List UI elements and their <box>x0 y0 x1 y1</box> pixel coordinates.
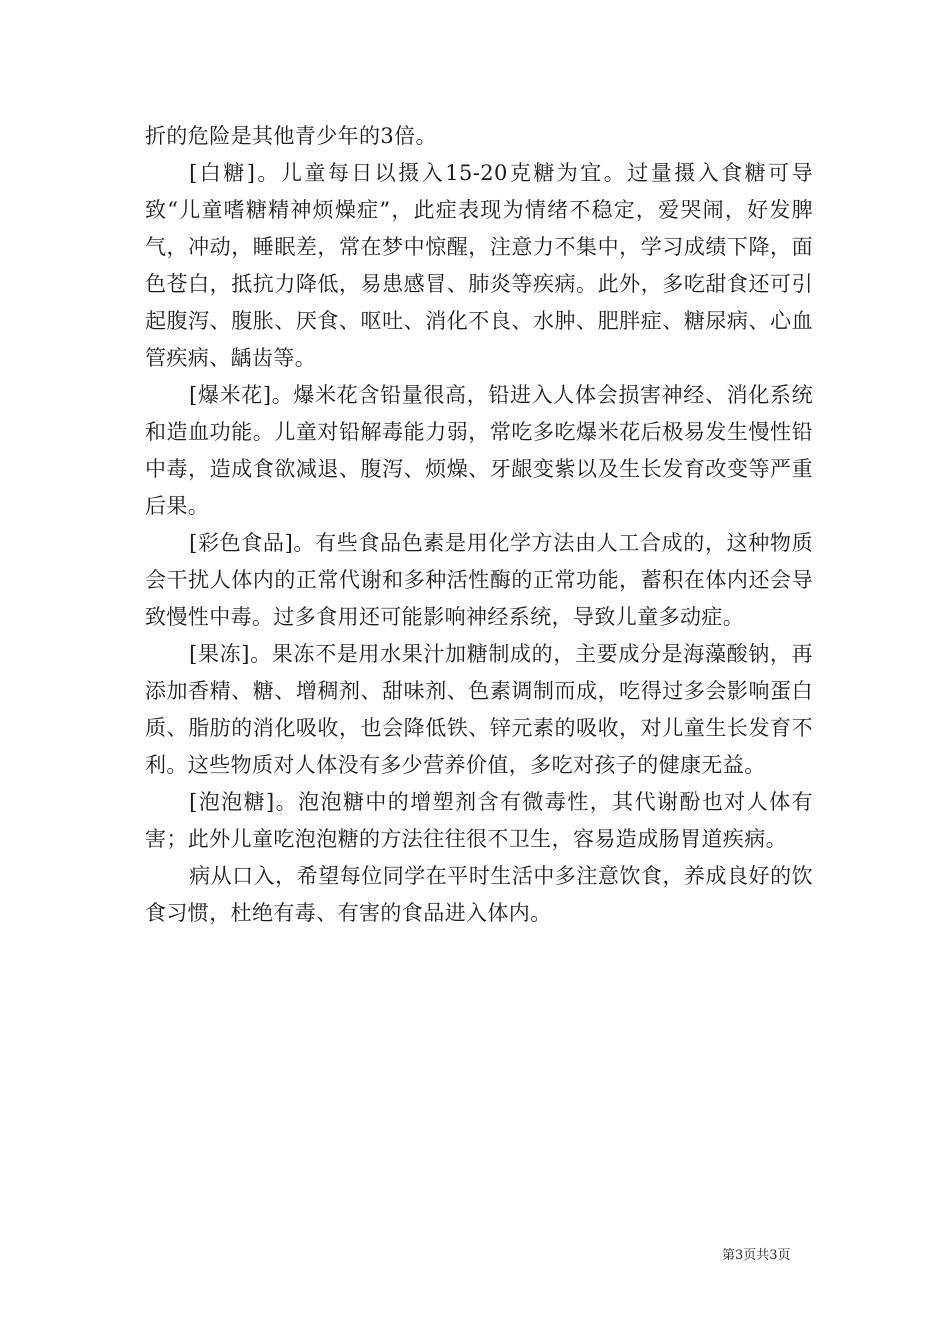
paragraph-sugar: [白糖]。儿童每日以摄入15-20克糖为宜。过量摄入食糖可导致“儿童嗜糖精神烦燥症”，此症表现为情绪不稳定，爱哭闹，好发脾气，冲动，睡眠差，常在梦中惊醒，注意力不集中，学习成绩下降，面色苍白，抵抗力降低，易患感冒、肺炎等疾病。此外，多吃甜食还可引起腹泻、腹胀、厌食、呕吐、消化不良、水肿、肥胖症、糖尿病、心血管疾病、龋齿等。 <box>145 161 813 370</box>
paragraph-jelly: [果冻]。果冻不是用水果汁加糖制成的，主要成分是海藻酸钠，再添加香精、糖、增稠剂、甜味剂、色素调制而成，吃得过多会影响蛋白质、脂肪的消化吸收，也会降低铁、锌元素的吸收，对儿童生长发育不利。这些物质对人体没有多少营养价值，多吃对孩子的健康无益。 <box>145 642 813 777</box>
paragraph-popcorn: [爆米花]。爆米花含铅量很高，铅进入人体会损害神经、消化系统和造血功能。儿童对铅解毒能力弱，常吃多吃爆米花后极易发生慢性铅中毒，造成食欲减退、腹泻、烦燥、牙龈变紫以及生长发育改变等严重后果。 <box>145 383 813 518</box>
paragraph-conclusion: 病从口入，希望每位同学在平时生活中多注意饮食，养成良好的饮食习惯，杜绝有毒、有害的食品进入体内。 <box>145 864 813 925</box>
document-body <box>145 118 813 932</box>
page-number: 第3页共3页 <box>722 1248 791 1263</box>
paragraph-bubble-gum: [泡泡糖]。泡泡糖中的增塑剂含有微毒性，其代谢酚也对人体有害；此外儿童吃泡泡糖的方法往往很不卫生，容易造成肠胃道疾病。 <box>145 790 813 851</box>
paragraph-continuation: 折的危险是其他青少年的3倍。 <box>145 124 437 148</box>
paragraph-colored-food: [彩色食品]。有些食品色素是用化学方法由人工合成的，这种物质会干扰人体内的正常代谢和多种活性酶的正常功能，蓄积在体内还会导致慢性中毒。过多食用还可能影响神经系统，导致儿童多动症。 <box>145 531 813 629</box>
